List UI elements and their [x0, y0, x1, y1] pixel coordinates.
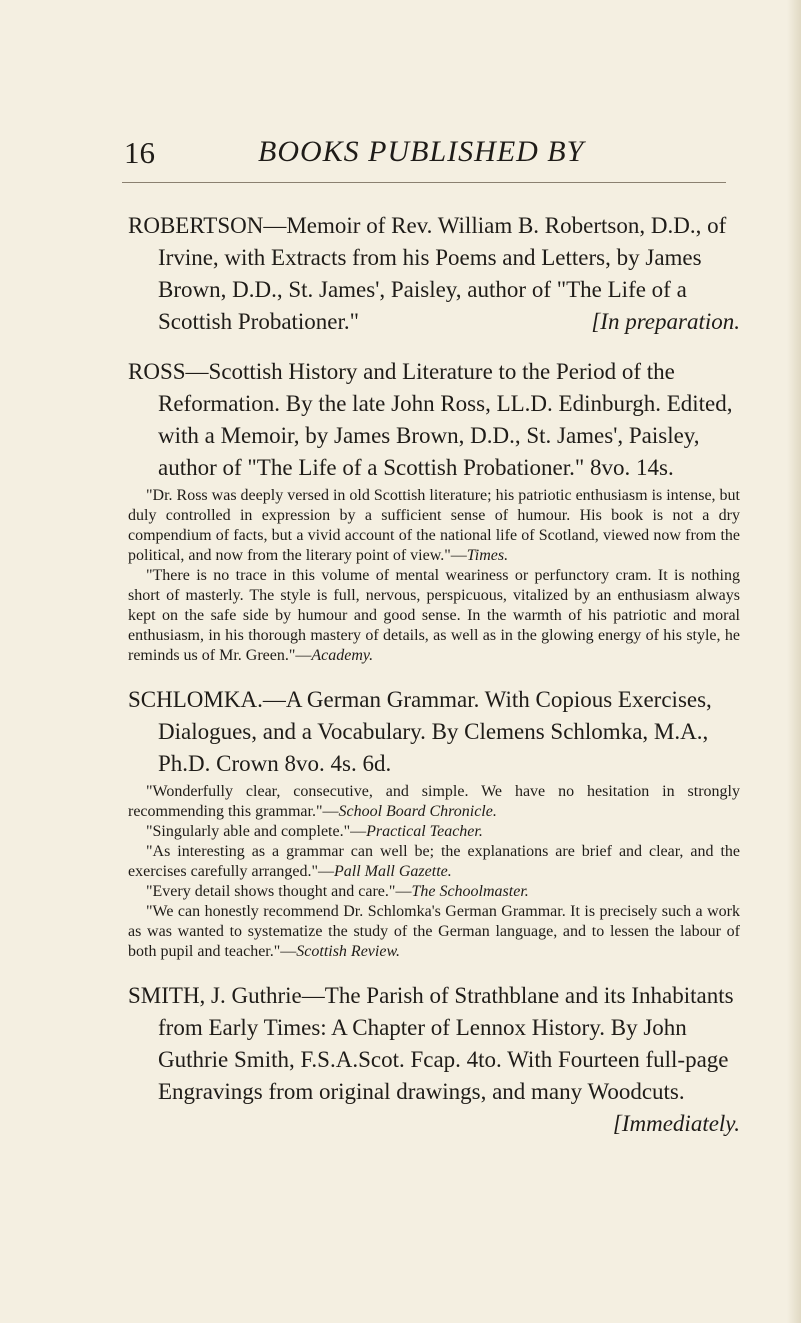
review-quote: "Dr. Ross was deeply versed in old Scottish literature; his patriotic enthusiasm is intense, but duly controlled in expression by a sufficient sense of humour. His book is not a dry compendium of facts, but a vivid account of the national life of Scotland, viewed now from the political, and now from the literary point of view."—Times.: [128, 487, 740, 564]
review-source: Scottish Review.: [296, 943, 400, 960]
review-block: [128, 782, 740, 962]
review-source: The Schoolmaster.: [411, 883, 529, 900]
entry-status: [Immediately.: [612, 1111, 740, 1136]
review-source: Practical Teacher.: [366, 823, 483, 840]
running-head: BOOKS PUBLISHED BY: [258, 135, 585, 168]
entry-smith: [128, 980, 740, 1136]
review-quote: "Every detail shows thought and care."—The Schoolmaster.: [146, 883, 529, 900]
review-block: [128, 486, 740, 666]
page-number: 16: [124, 135, 155, 170]
entry-schlomka: [128, 684, 740, 962]
entry-heading: SCHLOMKA.—A German Grammar. With Copious Exercises, Dialogues, and a Vocabulary. By Clemens Schlomka, M.A., Ph.D. Crown 8vo. 4s. 6d.: [128, 687, 712, 776]
review-source: Pall Mall Gazette.: [333, 863, 452, 880]
review-quote: "Wonderfully clear, consecutive, and simple. We have no hesitation in strongly recommending this grammar."—School Board Chronicle.: [128, 783, 740, 820]
catalogue-entries: [128, 210, 740, 1140]
review-quote: "We can honestly recommend Dr. Schlomka's German Grammar. It is precisely such a work as was wanted to systematize the study of the German language, and to lessen the labour of both pupil and teacher."—Scottish Review.: [128, 903, 740, 960]
entry-ross: [128, 356, 740, 666]
review-quote: "As interesting as a grammar can well be; the explanations are brief and clear, and the exercises carefully arranged."—Pall Mall Gazette.: [128, 843, 740, 880]
entry-heading: ROBERTSON—Memoir of Rev. William B. Robertson, D.D., of Irvine, with Extracts from his Poems and Letters, by James Brown, D.D., St. James', Paisley, author of "The Life of a Scottish Probationer.": [128, 213, 727, 334]
page-header: [0, 135, 801, 179]
review-source: School Board Chronicle.: [338, 803, 497, 820]
review-quote: "There is no trace in this volume of mental weariness or perfunctory cram. It is nothing short of masterly. The style is full, nervous, perspicuous, vitalized by an enthusiasm always kept on the safe side by humour and good sense. In the warmth of his patriotic and moral enthusiasm, in his thorough mastery of details, as well as in the glowing energy of his style, he reminds us of Mr. Green."—Academy.: [128, 567, 740, 664]
review-source: Times.: [466, 547, 509, 564]
entry-heading: ROSS—Scottish History and Literature to the Period of the Reformation. By the late John Ross, LL.D. Edinburgh. Edited, with a Memoir, by James Brown, D.D., St. James', Paisley, author of "The Life of a Scottish Probationer." 8vo. 14s.: [128, 359, 733, 480]
review-quote: "Singularly able and complete."—Practical Teacher.: [146, 823, 483, 840]
entry-status: [In preparation.: [591, 309, 740, 334]
header-rule: [122, 182, 726, 183]
page-edge-shadow: [787, 0, 801, 1323]
entry-heading: SMITH, J. Guthrie—The Parish of Strathblane and its Inhabitants from Early Times: A Chapter of Lennox History. By John Guthrie Smith, F.S.A.Scot. Fcap. 4to. With Fourteen full-page Engravings from original drawings, and many Woodcuts.: [128, 983, 734, 1104]
review-source: Academy.: [311, 647, 374, 664]
entry-robertson: [128, 210, 740, 338]
